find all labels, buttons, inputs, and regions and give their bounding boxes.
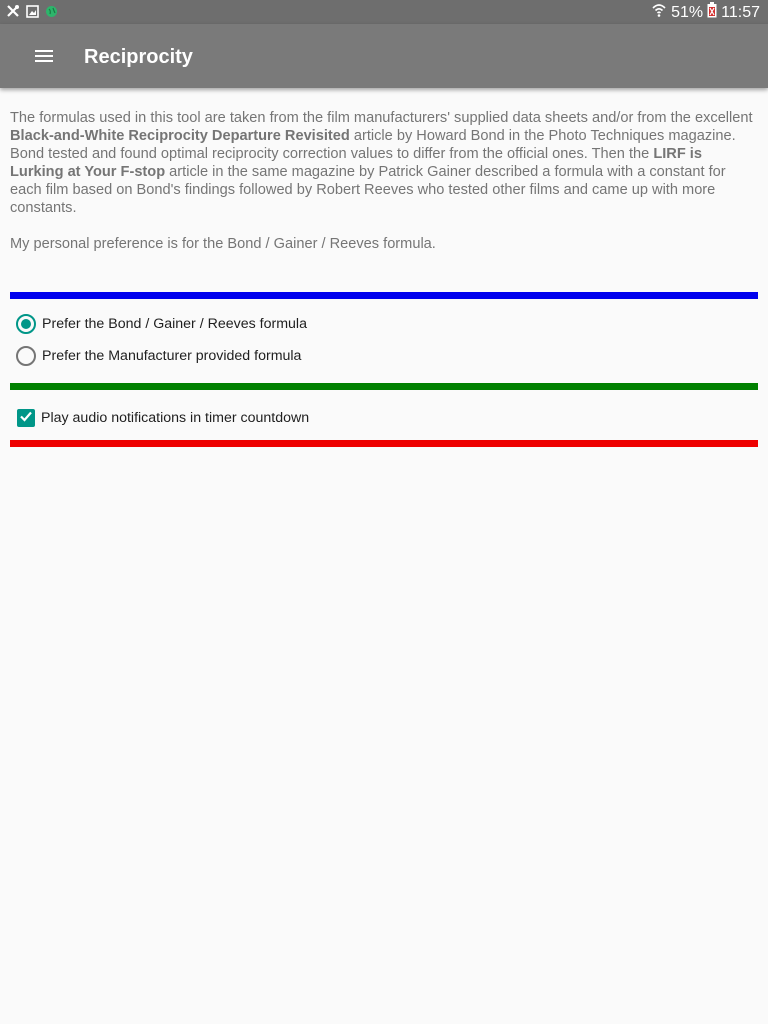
intro-paragraph	[10, 109, 758, 217]
option-bond-formula[interactable]	[16, 312, 307, 336]
article-title-bond: Black-and-White Reciprocity Departure Revisited	[10, 128, 350, 144]
wifi-icon	[651, 2, 667, 24]
intro-text-1: The formulas used in this tool are taken from the film manufacturers' supplied data sheets and/or from the excellent	[10, 110, 753, 126]
image-icon	[26, 5, 39, 18]
preference-paragraph: My personal preference is for the Bond / Gainer / Reeves formula.	[10, 236, 436, 252]
hamburger-menu-icon	[20, 55, 68, 72]
status-system	[651, 2, 760, 24]
divider-blue	[10, 292, 758, 299]
status-notifications	[6, 4, 58, 18]
option-manufacturer-formula[interactable]	[16, 344, 301, 368]
intro-text-2: article by Howard Bond in the Photo Techniques magazine. Bond tested and found optimal reciprocity correction values to differ from the official ones. Then the	[10, 128, 736, 162]
status-bar	[0, 0, 768, 24]
divider-green	[10, 383, 758, 390]
option-manufacturer-label: Prefer the Manufacturer provided formula	[42, 348, 302, 364]
radio-button-bond[interactable]	[16, 314, 36, 334]
checkmark-icon	[19, 409, 33, 428]
menu-button[interactable]	[20, 44, 68, 68]
radio-button-manufacturer[interactable]	[16, 346, 36, 366]
audio-notifications-label: Play audio notifications in timer countdown	[41, 410, 310, 426]
audio-notifications-option[interactable]	[16, 406, 309, 430]
option-bond-label: Prefer the Bond / Gainer / Reeves formula	[42, 316, 307, 332]
globe-icon	[45, 5, 58, 18]
audio-checkbox[interactable]	[17, 409, 35, 427]
clock: 11:57	[721, 4, 760, 21]
intro-text-3: article in the same magazine by Patrick Gainer described a formula with a constant for each film based on Bond's findings followed by Robert Reeves who tested other films and came up with more constants.	[10, 164, 726, 216]
article-title-gainer: LIRF is Lurking at Your F-stop	[10, 146, 702, 180]
page-title: Reciprocity	[84, 46, 193, 68]
battery-icon	[707, 2, 717, 24]
divider-red	[10, 440, 758, 447]
notification-tools-icon	[6, 4, 20, 18]
battery-percent: 51%	[671, 4, 704, 21]
app-bar	[0, 24, 768, 88]
intro-section	[10, 109, 758, 253]
